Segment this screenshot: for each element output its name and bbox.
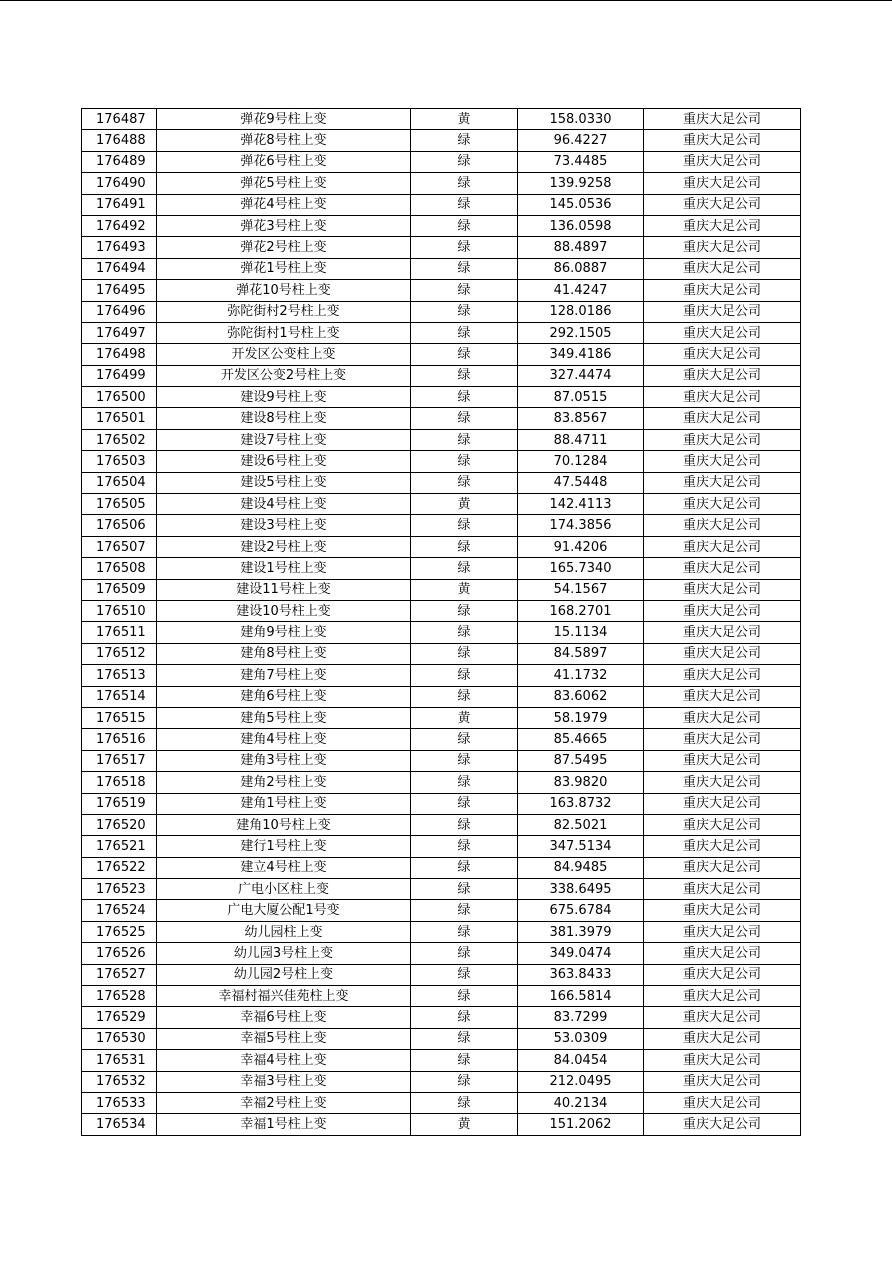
cell-value: 338.6495 — [518, 879, 644, 900]
cell-company: 重庆大足公司 — [644, 109, 801, 130]
cell-status: 绿 — [411, 879, 518, 900]
cell-company: 重庆大足公司 — [644, 686, 801, 707]
cell-value: 349.4186 — [518, 344, 644, 365]
cell-company: 重庆大足公司 — [644, 986, 801, 1007]
cell-name: 建设1号柱上变 — [157, 558, 411, 579]
cell-name: 建角2号柱上变 — [157, 772, 411, 793]
cell-id: 176534 — [82, 1114, 157, 1135]
table-row — [82, 900, 801, 921]
cell-status: 绿 — [411, 1071, 518, 1092]
cell-value: 82.5021 — [518, 814, 644, 835]
cell-name: 幸福4号柱上变 — [157, 1050, 411, 1071]
cell-status: 绿 — [411, 836, 518, 857]
cell-value: 165.7340 — [518, 558, 644, 579]
table-row — [82, 921, 801, 942]
cell-id: 176522 — [82, 857, 157, 878]
table-row — [82, 729, 801, 750]
cell-name: 弹花5号柱上变 — [157, 173, 411, 194]
cell-id: 176511 — [82, 622, 157, 643]
cell-status: 绿 — [411, 943, 518, 964]
cell-value: 151.2062 — [518, 1114, 644, 1135]
cell-name: 幸福村福兴佳苑柱上变 — [157, 986, 411, 1007]
cell-value: 327.4474 — [518, 365, 644, 386]
cell-id: 176526 — [82, 943, 157, 964]
cell-id: 176498 — [82, 344, 157, 365]
cell-id: 176521 — [82, 836, 157, 857]
cell-company: 重庆大足公司 — [644, 1050, 801, 1071]
cell-value: 212.0495 — [518, 1071, 644, 1092]
cell-company: 重庆大足公司 — [644, 494, 801, 515]
cell-name: 弹花10号柱上变 — [157, 280, 411, 301]
cell-value: 168.2701 — [518, 600, 644, 621]
cell-id: 176508 — [82, 558, 157, 579]
cell-name: 建设5号柱上变 — [157, 472, 411, 493]
table-row — [82, 215, 801, 236]
cell-id: 176505 — [82, 494, 157, 515]
cell-company: 重庆大足公司 — [644, 558, 801, 579]
table-row — [82, 665, 801, 686]
cell-id: 176525 — [82, 921, 157, 942]
cell-name: 建角10号柱上变 — [157, 814, 411, 835]
cell-name: 建角5号柱上变 — [157, 707, 411, 728]
cell-value: 85.4665 — [518, 729, 644, 750]
cell-status: 绿 — [411, 365, 518, 386]
cell-company: 重庆大足公司 — [644, 365, 801, 386]
cell-value: 40.2134 — [518, 1092, 644, 1113]
cell-value: 83.8567 — [518, 408, 644, 429]
cell-status: 绿 — [411, 686, 518, 707]
cell-status: 绿 — [411, 793, 518, 814]
cell-company: 重庆大足公司 — [644, 1114, 801, 1135]
cell-status: 绿 — [411, 1028, 518, 1049]
cell-id: 176506 — [82, 515, 157, 536]
cell-id: 176491 — [82, 194, 157, 215]
cell-name: 建设2号柱上变 — [157, 536, 411, 557]
cell-value: 70.1284 — [518, 451, 644, 472]
cell-status: 绿 — [411, 194, 518, 215]
cell-name: 弹花1号柱上变 — [157, 258, 411, 279]
cell-status: 绿 — [411, 258, 518, 279]
cell-name: 弥陀街村1号柱上变 — [157, 322, 411, 343]
cell-status: 绿 — [411, 558, 518, 579]
cell-status: 绿 — [411, 729, 518, 750]
table-row — [82, 280, 801, 301]
cell-id: 176530 — [82, 1028, 157, 1049]
cell-status: 黄 — [411, 579, 518, 600]
cell-status: 绿 — [411, 344, 518, 365]
cell-id: 176531 — [82, 1050, 157, 1071]
cell-name: 广电大厦公配1号变 — [157, 900, 411, 921]
table-row — [82, 579, 801, 600]
cell-company: 重庆大足公司 — [644, 301, 801, 322]
cell-name: 幼儿园柱上变 — [157, 921, 411, 942]
table-row — [82, 793, 801, 814]
page-top-border — [0, 0, 892, 1]
table-row — [82, 772, 801, 793]
cell-status: 绿 — [411, 280, 518, 301]
cell-company: 重庆大足公司 — [644, 964, 801, 985]
cell-status: 绿 — [411, 857, 518, 878]
cell-id: 176497 — [82, 322, 157, 343]
cell-company: 重庆大足公司 — [644, 408, 801, 429]
cell-company: 重庆大足公司 — [644, 857, 801, 878]
cell-id: 176519 — [82, 793, 157, 814]
cell-id: 176496 — [82, 301, 157, 322]
cell-id: 176490 — [82, 173, 157, 194]
cell-company: 重庆大足公司 — [644, 900, 801, 921]
cell-id: 176515 — [82, 707, 157, 728]
table-row — [82, 707, 801, 728]
cell-company: 重庆大足公司 — [644, 579, 801, 600]
cell-name: 弹花4号柱上变 — [157, 194, 411, 215]
cell-name: 弹花9号柱上变 — [157, 109, 411, 130]
table-body — [82, 109, 801, 1136]
cell-value: 139.9258 — [518, 173, 644, 194]
cell-company: 重庆大足公司 — [644, 130, 801, 151]
cell-value: 87.0515 — [518, 387, 644, 408]
cell-status: 绿 — [411, 900, 518, 921]
cell-company: 重庆大足公司 — [644, 772, 801, 793]
table-row — [82, 964, 801, 985]
cell-value: 174.3856 — [518, 515, 644, 536]
cell-value: 158.0330 — [518, 109, 644, 130]
table-row — [82, 408, 801, 429]
cell-status: 绿 — [411, 964, 518, 985]
table-row — [82, 1071, 801, 1092]
cell-id: 176532 — [82, 1071, 157, 1092]
table-row — [82, 451, 801, 472]
cell-status: 绿 — [411, 622, 518, 643]
cell-status: 黄 — [411, 109, 518, 130]
cell-value: 88.4897 — [518, 237, 644, 258]
cell-id: 176500 — [82, 387, 157, 408]
cell-id: 176517 — [82, 750, 157, 771]
table-row — [82, 836, 801, 857]
cell-value: 41.1732 — [518, 665, 644, 686]
cell-value: 47.5448 — [518, 472, 644, 493]
cell-company: 重庆大足公司 — [644, 536, 801, 557]
cell-name: 弹花2号柱上变 — [157, 237, 411, 258]
cell-status: 绿 — [411, 986, 518, 1007]
cell-name: 幸福2号柱上变 — [157, 1092, 411, 1113]
cell-name: 幸福5号柱上变 — [157, 1028, 411, 1049]
cell-status: 绿 — [411, 1092, 518, 1113]
table-row — [82, 387, 801, 408]
cell-id: 176516 — [82, 729, 157, 750]
cell-status: 绿 — [411, 750, 518, 771]
cell-company: 重庆大足公司 — [644, 258, 801, 279]
cell-id: 176527 — [82, 964, 157, 985]
cell-id: 176507 — [82, 536, 157, 557]
table-row — [82, 494, 801, 515]
cell-value: 91.4206 — [518, 536, 644, 557]
table-row — [82, 151, 801, 172]
cell-id: 176513 — [82, 665, 157, 686]
cell-status: 绿 — [411, 1007, 518, 1028]
cell-name: 弹花3号柱上变 — [157, 215, 411, 236]
cell-name: 建角8号柱上变 — [157, 643, 411, 664]
cell-name: 广电小区柱上变 — [157, 879, 411, 900]
cell-name: 幸福1号柱上变 — [157, 1114, 411, 1135]
cell-company: 重庆大足公司 — [644, 622, 801, 643]
cell-name: 建角6号柱上变 — [157, 686, 411, 707]
table-row — [82, 1050, 801, 1071]
cell-id: 176492 — [82, 215, 157, 236]
cell-name: 建立4号柱上变 — [157, 857, 411, 878]
cell-company: 重庆大足公司 — [644, 665, 801, 686]
cell-name: 建角4号柱上变 — [157, 729, 411, 750]
cell-value: 41.4247 — [518, 280, 644, 301]
cell-value: 83.7299 — [518, 1007, 644, 1028]
cell-status: 黄 — [411, 1114, 518, 1135]
cell-status: 绿 — [411, 130, 518, 151]
cell-company: 重庆大足公司 — [644, 879, 801, 900]
table-row — [82, 301, 801, 322]
table-row — [82, 750, 801, 771]
cell-company: 重庆大足公司 — [644, 344, 801, 365]
cell-company: 重庆大足公司 — [644, 814, 801, 835]
cell-value: 54.1567 — [518, 579, 644, 600]
cell-id: 176489 — [82, 151, 157, 172]
cell-status: 绿 — [411, 600, 518, 621]
table-row — [82, 857, 801, 878]
cell-value: 128.0186 — [518, 301, 644, 322]
cell-company: 重庆大足公司 — [644, 451, 801, 472]
cell-name: 建行1号柱上变 — [157, 836, 411, 857]
cell-status: 绿 — [411, 151, 518, 172]
cell-value: 142.4113 — [518, 494, 644, 515]
cell-company: 重庆大足公司 — [644, 1007, 801, 1028]
cell-value: 347.5134 — [518, 836, 644, 857]
cell-status: 绿 — [411, 772, 518, 793]
cell-name: 建角7号柱上变 — [157, 665, 411, 686]
cell-company: 重庆大足公司 — [644, 707, 801, 728]
table-row — [82, 986, 801, 1007]
table-row — [82, 643, 801, 664]
cell-status: 绿 — [411, 921, 518, 942]
cell-company: 重庆大足公司 — [644, 1028, 801, 1049]
cell-id: 176512 — [82, 643, 157, 664]
cell-status: 绿 — [411, 387, 518, 408]
table-row — [82, 1007, 801, 1028]
cell-company: 重庆大足公司 — [644, 943, 801, 964]
cell-id: 176494 — [82, 258, 157, 279]
cell-value: 84.0454 — [518, 1050, 644, 1071]
table-row — [82, 686, 801, 707]
cell-name: 建角3号柱上变 — [157, 750, 411, 771]
cell-value: 166.5814 — [518, 986, 644, 1007]
cell-status: 黄 — [411, 707, 518, 728]
cell-value: 292.1505 — [518, 322, 644, 343]
cell-name: 幸福3号柱上变 — [157, 1071, 411, 1092]
cell-id: 176518 — [82, 772, 157, 793]
cell-name: 建设4号柱上变 — [157, 494, 411, 515]
cell-value: 675.6784 — [518, 900, 644, 921]
cell-status: 黄 — [411, 494, 518, 515]
cell-name: 开发区公变柱上变 — [157, 344, 411, 365]
cell-id: 176510 — [82, 600, 157, 621]
cell-name: 弥陀街村2号柱上变 — [157, 301, 411, 322]
cell-name: 建设3号柱上变 — [157, 515, 411, 536]
cell-company: 重庆大足公司 — [644, 750, 801, 771]
table-row — [82, 173, 801, 194]
table-row — [82, 194, 801, 215]
cell-value: 53.0309 — [518, 1028, 644, 1049]
cell-status: 绿 — [411, 237, 518, 258]
cell-value: 84.9485 — [518, 857, 644, 878]
cell-status: 绿 — [411, 322, 518, 343]
table-row — [82, 258, 801, 279]
cell-id: 176493 — [82, 237, 157, 258]
table-row — [82, 237, 801, 258]
table-row — [82, 558, 801, 579]
cell-id: 176495 — [82, 280, 157, 301]
table-row — [82, 814, 801, 835]
cell-id: 176504 — [82, 472, 157, 493]
cell-status: 绿 — [411, 408, 518, 429]
cell-value: 363.8433 — [518, 964, 644, 985]
cell-company: 重庆大足公司 — [644, 194, 801, 215]
cell-company: 重庆大足公司 — [644, 173, 801, 194]
table-row — [82, 515, 801, 536]
cell-id: 176509 — [82, 579, 157, 600]
cell-id: 176502 — [82, 429, 157, 450]
table-row — [82, 943, 801, 964]
cell-value: 381.3979 — [518, 921, 644, 942]
cell-company: 重庆大足公司 — [644, 643, 801, 664]
cell-company: 重庆大足公司 — [644, 836, 801, 857]
cell-name: 建设9号柱上变 — [157, 387, 411, 408]
cell-status: 绿 — [411, 215, 518, 236]
table-row — [82, 622, 801, 643]
cell-id: 176523 — [82, 879, 157, 900]
cell-company: 重庆大足公司 — [644, 322, 801, 343]
cell-name: 建设8号柱上变 — [157, 408, 411, 429]
cell-company: 重庆大足公司 — [644, 515, 801, 536]
cell-value: 136.0598 — [518, 215, 644, 236]
cell-status: 绿 — [411, 1050, 518, 1071]
cell-name: 幼儿园2号柱上变 — [157, 964, 411, 985]
table-row — [82, 600, 801, 621]
cell-id: 176528 — [82, 986, 157, 1007]
cell-company: 重庆大足公司 — [644, 429, 801, 450]
cell-company: 重庆大足公司 — [644, 1092, 801, 1113]
cell-company: 重庆大足公司 — [644, 387, 801, 408]
cell-value: 83.9820 — [518, 772, 644, 793]
cell-company: 重庆大足公司 — [644, 151, 801, 172]
cell-id: 176514 — [82, 686, 157, 707]
table-row — [82, 1092, 801, 1113]
cell-value: 84.5897 — [518, 643, 644, 664]
cell-company: 重庆大足公司 — [644, 472, 801, 493]
table-row — [82, 1114, 801, 1135]
cell-name: 幼儿园3号柱上变 — [157, 943, 411, 964]
cell-company: 重庆大足公司 — [644, 729, 801, 750]
cell-company: 重庆大足公司 — [644, 600, 801, 621]
cell-value: 349.0474 — [518, 943, 644, 964]
cell-company: 重庆大足公司 — [644, 280, 801, 301]
cell-name: 幸福6号柱上变 — [157, 1007, 411, 1028]
cell-name: 弹花6号柱上变 — [157, 151, 411, 172]
cell-value: 87.5495 — [518, 750, 644, 771]
cell-name: 建设6号柱上变 — [157, 451, 411, 472]
cell-value: 96.4227 — [518, 130, 644, 151]
cell-value: 163.8732 — [518, 793, 644, 814]
table-row — [82, 322, 801, 343]
table-row — [82, 879, 801, 900]
table-row — [82, 472, 801, 493]
table-row — [82, 130, 801, 151]
cell-name: 弹花8号柱上变 — [157, 130, 411, 151]
cell-name: 开发区公变2号柱上变 — [157, 365, 411, 386]
table-row — [82, 429, 801, 450]
table-row — [82, 1028, 801, 1049]
cell-status: 绿 — [411, 173, 518, 194]
cell-status: 绿 — [411, 515, 518, 536]
cell-status: 绿 — [411, 301, 518, 322]
table-row — [82, 109, 801, 130]
cell-value: 86.0887 — [518, 258, 644, 279]
cell-id: 176487 — [82, 109, 157, 130]
cell-name: 建角9号柱上变 — [157, 622, 411, 643]
cell-status: 绿 — [411, 429, 518, 450]
table-row — [82, 365, 801, 386]
cell-value: 58.1979 — [518, 707, 644, 728]
cell-value: 88.4711 — [518, 429, 644, 450]
cell-value: 15.1134 — [518, 622, 644, 643]
cell-company: 重庆大足公司 — [644, 237, 801, 258]
transformer-table — [81, 108, 801, 1136]
cell-status: 绿 — [411, 451, 518, 472]
cell-status: 绿 — [411, 814, 518, 835]
cell-name: 建设11号柱上变 — [157, 579, 411, 600]
cell-name: 建设7号柱上变 — [157, 429, 411, 450]
cell-id: 176529 — [82, 1007, 157, 1028]
table-row — [82, 536, 801, 557]
cell-id: 176503 — [82, 451, 157, 472]
cell-name: 建角1号柱上变 — [157, 793, 411, 814]
cell-id: 176499 — [82, 365, 157, 386]
cell-id: 176533 — [82, 1092, 157, 1113]
cell-company: 重庆大足公司 — [644, 1071, 801, 1092]
cell-status: 绿 — [411, 643, 518, 664]
cell-company: 重庆大足公司 — [644, 793, 801, 814]
cell-id: 176501 — [82, 408, 157, 429]
cell-id: 176488 — [82, 130, 157, 151]
cell-value: 83.6062 — [518, 686, 644, 707]
cell-id: 176524 — [82, 900, 157, 921]
cell-value: 73.4485 — [518, 151, 644, 172]
cell-id: 176520 — [82, 814, 157, 835]
cell-status: 绿 — [411, 665, 518, 686]
table-row — [82, 344, 801, 365]
cell-name: 建设10号柱上变 — [157, 600, 411, 621]
cell-status: 绿 — [411, 536, 518, 557]
cell-status: 绿 — [411, 472, 518, 493]
cell-value: 145.0536 — [518, 194, 644, 215]
cell-company: 重庆大足公司 — [644, 921, 801, 942]
cell-company: 重庆大足公司 — [644, 215, 801, 236]
